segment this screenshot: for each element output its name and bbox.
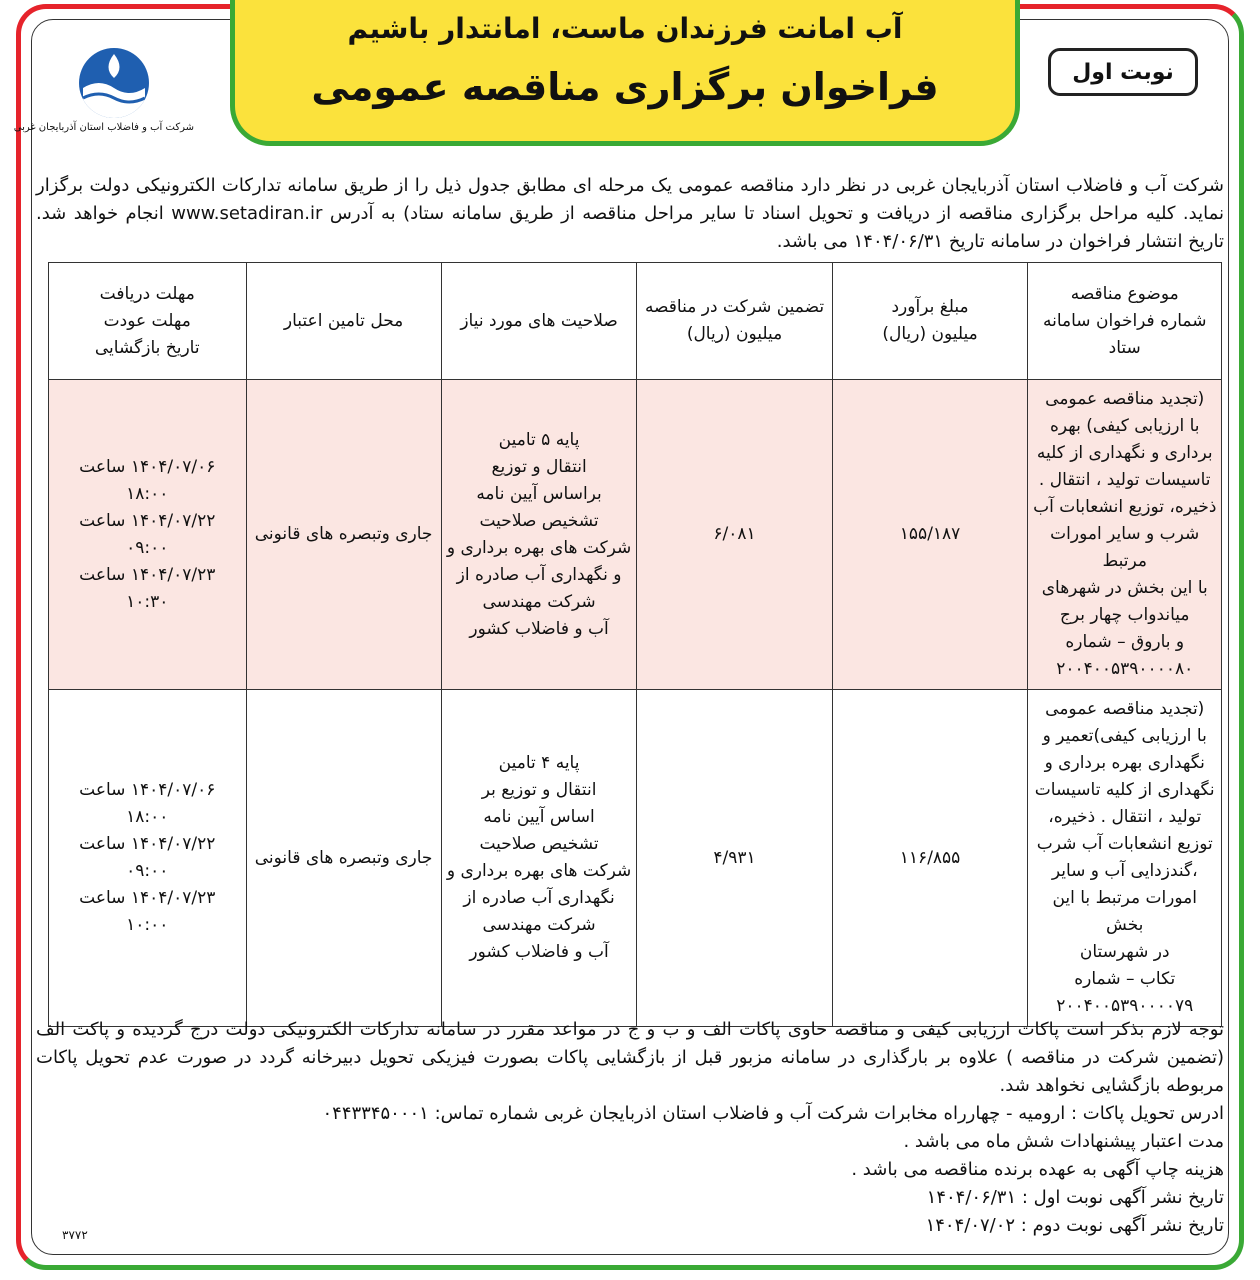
cell-line: با ارزیابی کیفی) بهره (1049, 416, 1200, 436)
cell-guarantee: ۶/۰۸۱ (637, 380, 832, 690)
cell-line: با این بخش در شهرهای (1041, 578, 1208, 598)
water-drop-icon (79, 48, 149, 118)
header-line: میلیون (ریال) (686, 324, 783, 344)
ad-code: ۳۷۷۲ (62, 1228, 88, 1242)
footer-notes (36, 1016, 1224, 1240)
cell-line: تولید ، انتقال . ذخیره، (1048, 807, 1202, 827)
cell-line: انتقال و توزیع بر (481, 780, 597, 800)
cell-line: ۱۰:۳۰ (126, 591, 169, 612)
cell-line: ۲۰۰۴۰۰۵۳۹۰۰۰۰۸۰ (1056, 659, 1194, 679)
cell-line: ۱۰:۰۰ (126, 915, 169, 935)
cell-line: ۲۰۰۴۰۰۵۳۹۰۰۰۰۷۹ (1056, 996, 1194, 1016)
header-line: مهلت دریافت (99, 283, 195, 304)
cell-line: تکاب – شماره (1074, 969, 1176, 989)
round-badge: نوبت اول (1048, 48, 1198, 96)
header-line: مهلت عودت (103, 310, 191, 331)
footer-validity: مدت اعتبار پیشنهادات شش ماه می باشد . (903, 1131, 1224, 1152)
cell-line: ۱۴۰۴/۰۷/۰۶ ساعت (79, 780, 216, 800)
cell-line: توزیع انشعابات آب شرب (1036, 834, 1213, 854)
cell-line: ۱۸:۰۰ (126, 483, 169, 504)
cell-line: ۰۹:۰۰ (126, 861, 169, 881)
header-line: محل تامین اعتبار (283, 310, 404, 331)
cell-line: نگهداری آب صادره از (463, 888, 615, 908)
cell-line: ۱۴۰۴/۰۷/۲۳ ساعت (79, 888, 216, 908)
slogan: آب امانت فرزندان ماست، امانتدار باشیم (347, 12, 903, 45)
cell-line: براساس آیین نامه (476, 483, 602, 504)
cell-line: اساس آیین نامه (483, 807, 595, 827)
cell-line: آب و فاضلاب کشور (469, 942, 609, 962)
footer-cost: هزینه چاپ آگهی به عهده برنده مناقصه می باشد . (851, 1159, 1224, 1180)
header-line: مبلغ برآورد (891, 297, 969, 317)
header-deadlines (49, 263, 247, 380)
company-logo (13, 48, 194, 158)
header-funding (246, 263, 441, 380)
cell-guarantee: ۴/۹۳۱ (637, 690, 832, 1027)
cell-line: انتقال و توزیع (491, 456, 587, 477)
cell-line: پایه ۵ تامین (498, 429, 580, 450)
header-banner (230, 0, 1020, 146)
cell-line: تاسیسات تولید ، انتقال . (1038, 470, 1211, 490)
header-line: ستاد (1108, 337, 1141, 358)
cell-line: شرکت های بهره برداری و (446, 861, 632, 881)
cell-line: در شهرستان (1079, 942, 1170, 962)
cell-subject (1028, 380, 1222, 690)
header-line: تاریخ بازگشایی (94, 337, 200, 358)
header-line: شماره فراخوان سامانه (1043, 310, 1207, 331)
cell-line: ۱۴۰۴/۰۷/۰۶ ساعت (79, 456, 216, 477)
cell-line: و باروق – شماره (1065, 632, 1185, 652)
cell-line: تشخیص صلاحیت (479, 510, 599, 531)
cell-estimate: ۱۱۶/۸۵۵ (832, 690, 1028, 1027)
intro-paragraph: شرکت آب و فاضلاب استان آذربایجان غربی در نظر دارد مناقصه عمومی یک مرحله ای مطابق جدول ذیل را از طریق سامانه تدارکات الکترونیکی دولت برگزار نماید. کلیه مراحل برگزاری مناقصه از دریافت و تحویل اسناد تا سایر مراحل مناقصه از طریق سامانه ستاد) به آدرس www.setadiran.ir انجام خواهد شد. تاریخ انتشار فراخوان در سامانه تاریخ ۱۴۰۴/۰۶/۳۱ می باشد. (36, 175, 1224, 252)
cell-line: نگهداری از کلیه تاسیسات (1034, 780, 1215, 800)
header-line: میلیون (ریال) (882, 324, 978, 344)
footer-address: ادرس تحویل پاکات : ارومیه - چهارراه مخابرات شرکت آب و فاضلاب استان اذربایجان غربی شماره تماس: ۰۴۴۳۳۴۵۰۰۰۱ (322, 1103, 1224, 1124)
table-header-row (49, 263, 1222, 380)
header-estimate (832, 263, 1028, 380)
cell-line: پایه ۴ تامین (498, 753, 580, 773)
cell-line: ذخیره، توزیع انشعابات آب (1033, 497, 1217, 517)
cell-line: میاندواب چهار برج (1059, 605, 1190, 625)
cell-line: (تجدید مناقصه عمومی (1045, 389, 1205, 409)
cell-funding: جاری وتبصره های قانونی (246, 380, 441, 690)
cell-line: و نگهداری آب صادره از (456, 564, 622, 585)
header-guarantee (637, 263, 832, 380)
cell-deadlines (49, 690, 247, 1027)
page-title: فراخوان برگزاری مناقصه عمومی (311, 65, 939, 109)
cell-line: ۱۸:۰۰ (126, 807, 169, 827)
cell-line: ،گندزدایی آب و سایر (1051, 861, 1198, 881)
tender-table (48, 262, 1222, 1027)
cell-estimate: ۱۵۵/۱۸۷ (832, 380, 1028, 690)
cell-qualification (441, 380, 637, 690)
header-line: صلاحیت های مورد نیاز (460, 310, 618, 331)
cell-line: ۱۴۰۴/۰۷/۲۲ ساعت (79, 510, 216, 531)
cell-subject (1028, 690, 1222, 1027)
table-row (49, 690, 1222, 1027)
header-subject (1028, 263, 1222, 380)
cell-funding: جاری وتبصره های قانونی (246, 690, 441, 1027)
logo-caption: شرکت آب و فاضلاب استان آذربایجان غربی (13, 122, 194, 133)
footer-note: توجه لازم بذکر است پاکات ارزیابی کیفی و مناقصه حاوی پاکات الف و ب و ج در مواعد مقرر در سامانه تدارکات الکترونیکی دولت درج گردیده و پاکت الف (تضمین شرکت در مناقصه ) علاوه بر بارگذاری در سامانه مزبور قبل از بازگشایی پاکات بصورت فیزیکی تحویل دبیرخانه گردد در صورت عدم تحویل پاکات مربوطه بازگشایی نخواهد شد. (36, 1019, 1224, 1096)
cell-line: شرکت مهندسی (482, 915, 596, 935)
cell-line: ۰۹:۰۰ (126, 537, 169, 558)
cell-line: ۱۴۰۴/۰۷/۲۲ ساعت (79, 834, 216, 854)
cell-line: با ارزیابی کیفی)تعمیر و (1042, 726, 1207, 746)
cell-line: ۱۴۰۴/۰۷/۲۳ ساعت (79, 564, 216, 585)
cell-line: شرب و سایر امورات مرتبط (1050, 524, 1200, 571)
cell-line: تشخیص صلاحیت (479, 834, 599, 854)
cell-line: (تجدید مناقصه عمومی (1045, 699, 1205, 719)
cell-line: آب و فاضلاب کشور (469, 618, 609, 639)
cell-line: نگهداری بهره برداری و (1044, 753, 1205, 773)
cell-line: امورات مرتبط با این بخش (1052, 888, 1198, 935)
header-line: تضمین شرکت در مناقصه (644, 297, 825, 317)
cell-line: شرکت مهندسی (482, 591, 596, 612)
cell-line: شرکت های بهره برداری و (446, 537, 632, 558)
footer-first-date: تاریخ نشر آگهی نوبت اول : ۱۴۰۴/۰۶/۳۱ (926, 1187, 1224, 1208)
cell-line: برداری و نگهداری از کلیه (1036, 443, 1213, 463)
footer-second-date: تاریخ نشر آگهی نوبت دوم : ۱۴۰۴/۰۷/۰۲ (925, 1215, 1224, 1236)
table-row (49, 380, 1222, 690)
cell-deadlines (49, 380, 247, 690)
header-line: موضوع مناقصه (1070, 283, 1179, 304)
cell-qualification (441, 690, 637, 1027)
header-qualification (441, 263, 637, 380)
